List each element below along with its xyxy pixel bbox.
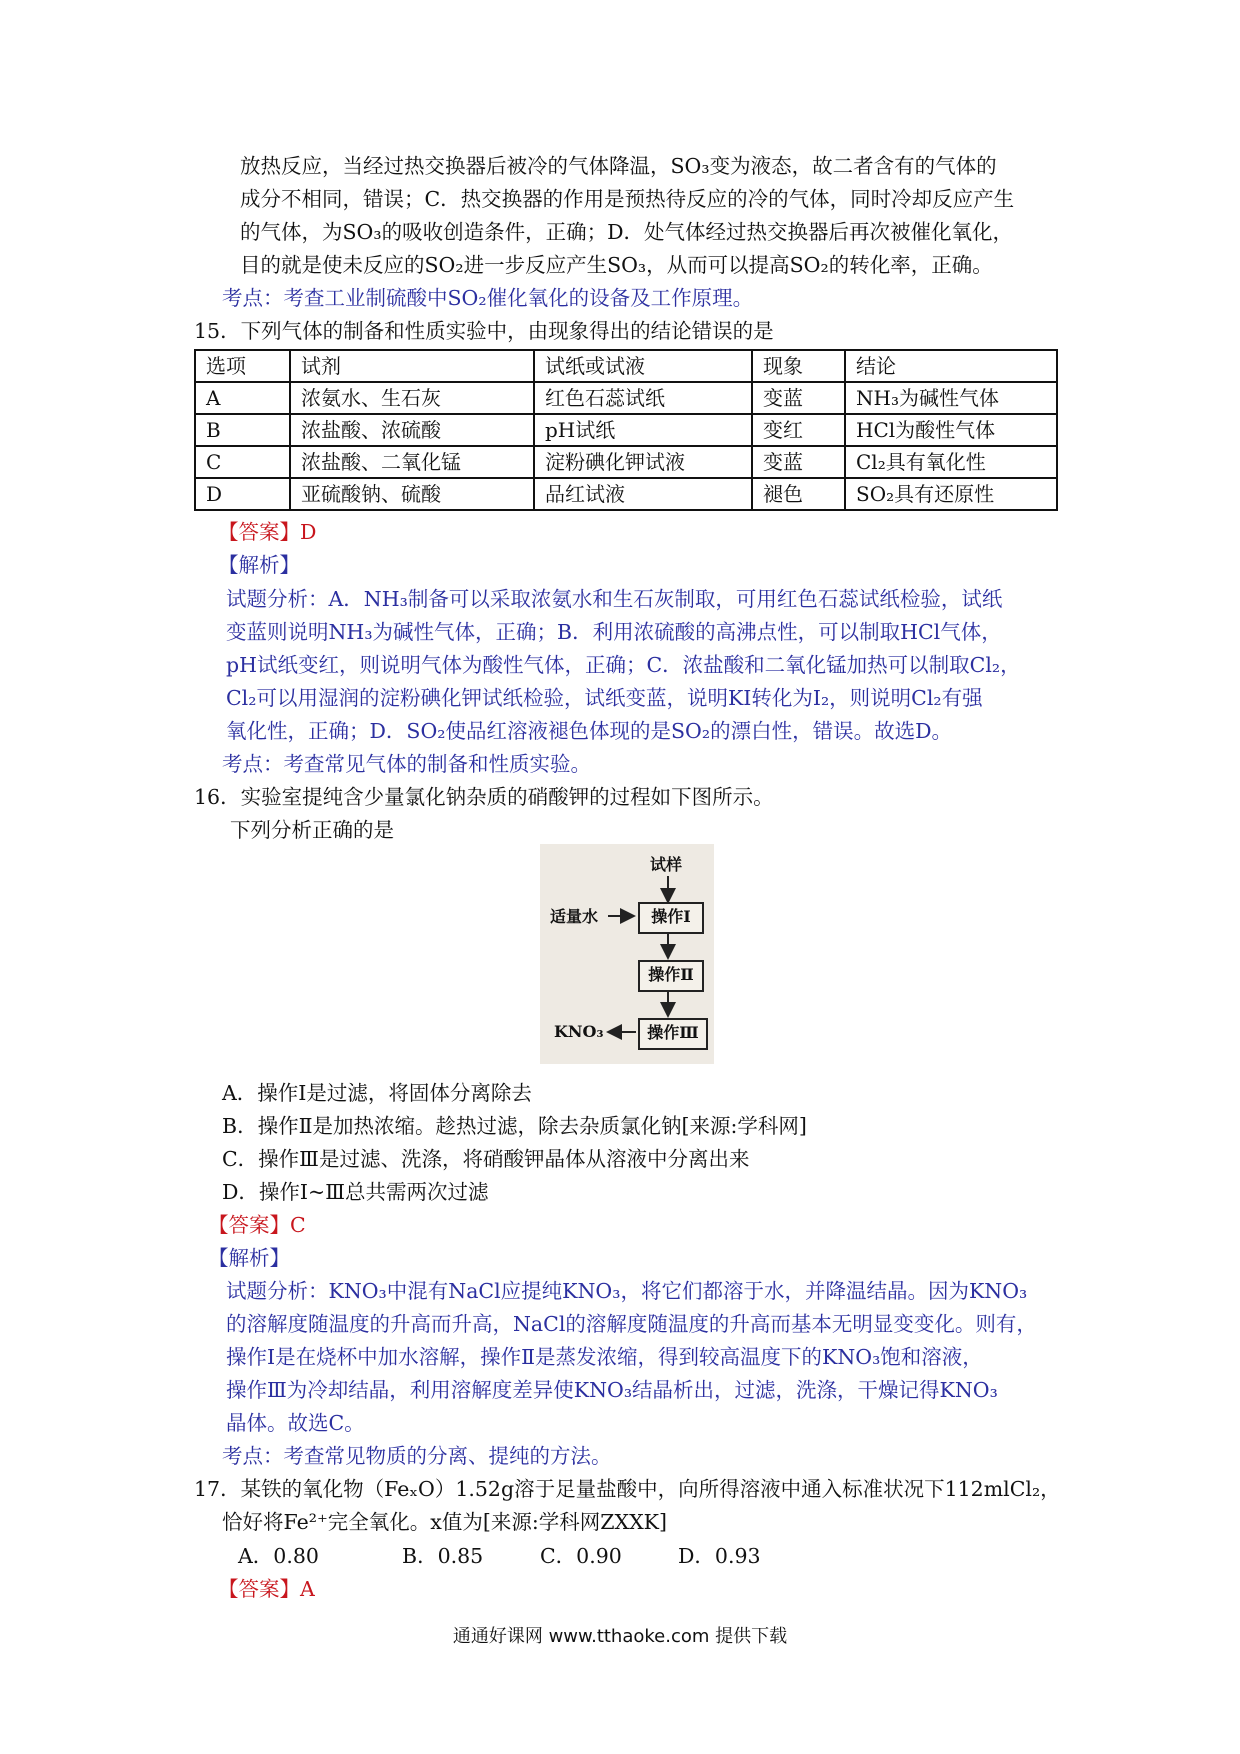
table-header-cell: 结论	[845, 350, 1057, 382]
table-cell: 变蓝	[752, 382, 845, 414]
table-cell: 褪色	[752, 478, 845, 510]
q16-kaodian: 考点：考查常见物质的分离、提纯的方法。	[222, 1444, 612, 1468]
intro-line-2: 成分不相同，错误；C．热交换器的作用是预热待反应的冷的气体，同时冷却反应产生	[240, 187, 1015, 211]
table-header-row	[195, 350, 1057, 382]
intro-line-1: 放热反应，当经过热交换器后被冷的气体降温，SO₃变为液态，故二者含有的气体的	[240, 154, 997, 178]
q15-analysis-line-3: pH试纸变红，则说明气体为酸性气体，正确；C．浓盐酸和二氧化锰加热可以制取Cl₂，	[226, 653, 1021, 677]
q17-answer: 【答案】A	[218, 1577, 315, 1601]
table-cell: 浓氨水、生石灰	[290, 382, 534, 414]
table-cell: HCl为酸性气体	[845, 414, 1057, 446]
table-cell: B	[195, 414, 290, 446]
q16-option-c: C．操作Ⅲ是过滤、洗涤，将硝酸钾晶体从溶液中分离出来	[222, 1147, 750, 1171]
table-cell: 变红	[752, 414, 845, 446]
table-cell: D	[195, 478, 290, 510]
diagram-water-label: 适量水	[550, 907, 599, 926]
intro-line-3: 的气体，为SO₃的吸收创造条件，正确；D．处气体经过热交换器后再次被催化氧化，	[240, 220, 1014, 244]
q15-kaodian: 考点：考查常见气体的制备和性质实验。	[222, 752, 591, 776]
table-cell: SO₂具有还原性	[845, 478, 1057, 510]
table-cell: 淀粉碘化钾试液	[534, 446, 752, 478]
table-cell: 品红试液	[534, 478, 752, 510]
q16-analysis-line-2: 的溶解度随温度的升高而升高，NaCl的溶解度随温度的升高而基本无明显变变化。则有，	[226, 1312, 1037, 1336]
table-cell: 红色石蕊试纸	[534, 382, 752, 414]
table-cell: A	[195, 382, 290, 414]
table-cell: Cl₂具有氧化性	[845, 446, 1057, 478]
table-header-cell: 试剂	[290, 350, 534, 382]
intro-line-4: 目的就是使未反应的SO₂进一步反应产生SO₃，从而可以提高SO₂的转化率，正确。	[240, 253, 993, 277]
q15-analysis-line-4: Cl₂可以用湿润的淀粉碘化钾试纸检验，试纸变蓝，说明KI转化为I₂，则说明Cl₂有强	[226, 686, 983, 710]
q15-jiexi-label: 【解析】	[218, 553, 300, 577]
q16-option-a: A．操作Ⅰ是过滤，将固体分离除去	[222, 1081, 532, 1105]
q16-analysis-line-4: 操作Ⅲ为冷却结晶，利用溶解度差异使KNO₃结晶析出，过滤，洗涤，干燥记得KNO₃	[226, 1378, 998, 1402]
table-cell: C	[195, 446, 290, 478]
table-cell: 浓盐酸、浓硫酸	[290, 414, 534, 446]
diagram-product-label: KNO₃	[554, 1022, 604, 1041]
table-row	[195, 382, 1057, 414]
q16-option-d: D．操作Ⅰ~Ⅲ总共需两次过滤	[222, 1180, 489, 1204]
q14-kaodian: 考点：考查工业制硫酸中SO₂催化氧化的设备及工作原理。	[222, 286, 754, 310]
table-cell: 亚硫酸钠、硫酸	[290, 478, 534, 510]
table-header-cell: 试纸或试液	[534, 350, 752, 382]
table-cell: NH₃为碱性气体	[845, 382, 1057, 414]
diagram-op2-box: 操作Ⅱ	[638, 960, 704, 992]
diagram-sample-label: 试样	[650, 855, 683, 874]
q17-option-c: C．0.90	[540, 1544, 622, 1568]
q16-analysis-line-5: 晶体。故选C。	[226, 1411, 365, 1435]
table-cell: 变蓝	[752, 446, 845, 478]
table-cell: 浓盐酸、二氧化锰	[290, 446, 534, 478]
q15-stem: 15．下列气体的制备和性质实验中，由现象得出的结论错误的是	[194, 319, 774, 343]
q15-analysis-line-2: 变蓝则说明NH₃为碱性气体，正确；B．利用浓硫酸的高沸点性，可以制取HCl气体，	[226, 620, 1002, 644]
diagram-op1-box: 操作Ⅰ	[638, 902, 704, 934]
q15-table	[194, 349, 1058, 511]
q16-jiexi-label: 【解析】	[208, 1246, 290, 1270]
page-footer: 通通好课网 www.tthaoke.com 提供下载	[452, 1626, 788, 1647]
q17-option-a: A．0.80	[238, 1544, 319, 1568]
q15-analysis-line-5: 氧化性，正确；D．SO₂使品红溶液褪色体现的是SO₂的漂白性，错误。故选D。	[226, 719, 953, 743]
table-cell: pH试纸	[534, 414, 752, 446]
table-row	[195, 446, 1057, 478]
q16-stem-line-2: 下列分析正确的是	[230, 818, 394, 842]
table-row	[195, 414, 1057, 446]
q17-stem-line-1: 17．某铁的氧化物（FeₓO）1.52g溶于足量盐酸中，向所得溶液中通入标准状况下112mlCl₂，	[194, 1477, 1061, 1501]
q16-stem-line-1: 16．实验室提纯含少量氯化钠杂质的硝酸钾的过程如下图所示。	[194, 785, 774, 809]
q15-analysis-line-1: 试题分析：A．NH₃制备可以采取浓氨水和生石灰制取，可用红色石蕊试纸检验，试纸	[226, 587, 1003, 611]
flow-diagram	[540, 844, 714, 1064]
table-header-cell: 选项	[195, 350, 290, 382]
q16-analysis-line-1: 试题分析：KNO₃中混有NaCl应提纯KNO₃，将它们都溶于水，并降温结晶。因为KNO₃	[226, 1279, 1028, 1303]
table-header-cell: 现象	[752, 350, 845, 382]
q16-analysis-line-3: 操作Ⅰ是在烧杯中加水溶解，操作Ⅱ是蒸发浓缩，得到较高温度下的KNO₃饱和溶液，	[226, 1345, 983, 1369]
q17-option-b: B．0.85	[402, 1544, 484, 1568]
q17-stem-line-2: 恰好将Fe²⁺完全氧化。x值为[来源:学科网ZXXK]	[222, 1510, 667, 1534]
q15-answer: 【答案】D	[218, 520, 317, 544]
q16-option-b: B．操作Ⅱ是加热浓缩。趁热过滤，除去杂质氯化钠[来源:学科网]	[222, 1114, 807, 1138]
q16-answer: 【答案】C	[208, 1213, 306, 1237]
table-row	[195, 478, 1057, 510]
diagram-op3-box: 操作Ⅲ	[638, 1018, 708, 1050]
q17-option-d: D．0.93	[678, 1544, 761, 1568]
